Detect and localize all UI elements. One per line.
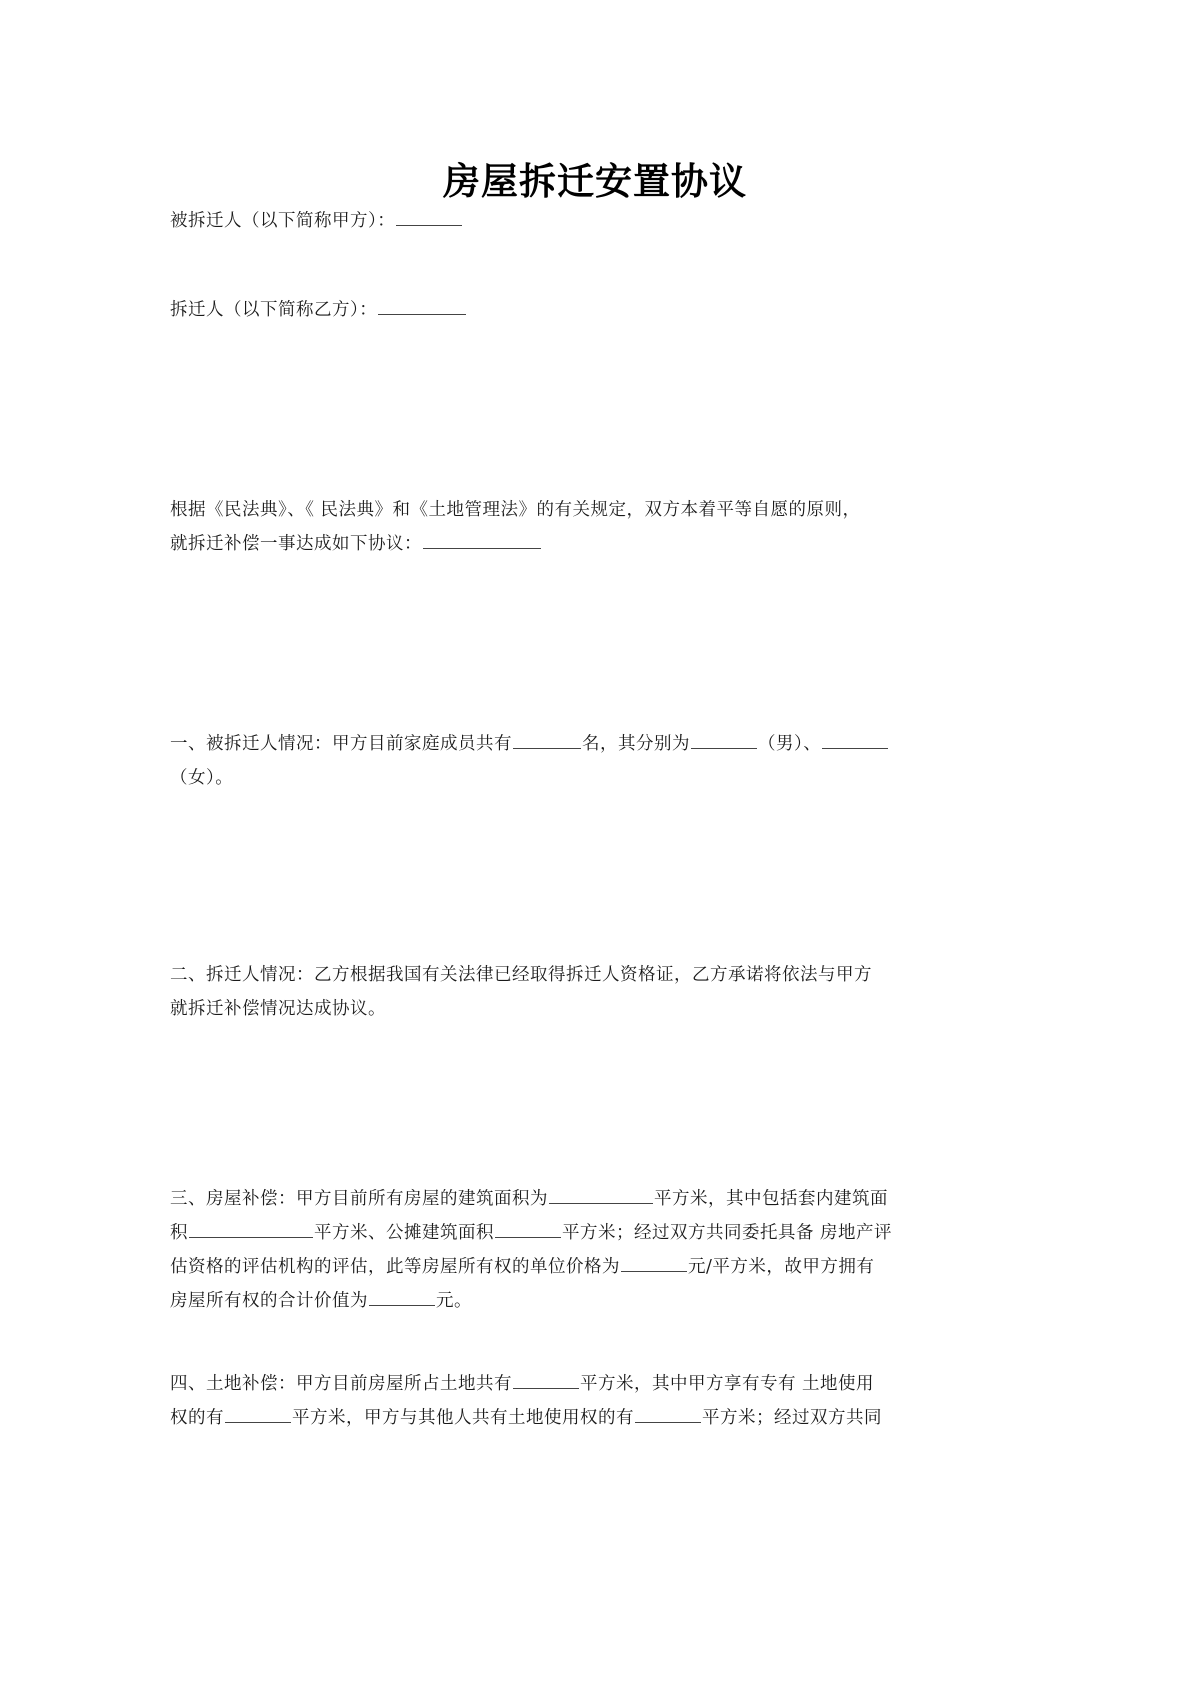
exclusive-land-blank[interactable] — [225, 1421, 291, 1423]
section-3-text-5: 平方米；经过双方共同委托具备 房地产评 — [562, 1223, 893, 1243]
section-4-text-3: 权的有 — [170, 1408, 224, 1428]
shared-land-blank[interactable] — [635, 1421, 701, 1423]
inner-area-blank[interactable] — [189, 1236, 313, 1238]
preamble-line-2-text: 就拆迁补偿一事达成如下协议： — [170, 534, 422, 554]
section-1-text-2: 名，其分别为 — [582, 734, 690, 754]
section-3-line-2 — [170, 1216, 950, 1250]
section-4-line-1 — [170, 1367, 950, 1401]
preamble-blank[interactable] — [423, 547, 541, 549]
land-total-blank[interactable] — [513, 1387, 579, 1389]
section-3-text-4: 平方米、公摊建筑面积 — [314, 1223, 494, 1243]
party-a-label: 被拆迁人（以下简称甲方）： — [170, 211, 396, 231]
party-b-blank[interactable] — [378, 313, 466, 315]
section-2-line-2: 就拆迁补偿情况达成协议。 — [170, 999, 386, 1019]
section-4 — [170, 1367, 950, 1435]
section-3 — [170, 1182, 950, 1318]
section-4-text-2: 平方米，其中甲方享有专有 土地使用 — [580, 1374, 875, 1394]
preamble-line-1: 根据《民法典》、《 民法典》和《土地管理法》的有关规定，双方本着平等自愿的原则， — [170, 500, 861, 520]
document-title: 房屋拆迁安置协议 — [443, 160, 747, 203]
preamble-line-2 — [170, 527, 950, 561]
section-3-text-1: 三、房屋补偿：甲方目前所有房屋的建筑面积为 — [170, 1189, 548, 1209]
shared-area-blank[interactable] — [495, 1236, 561, 1238]
party-a-line — [170, 204, 950, 238]
total-value-blank[interactable] — [369, 1304, 435, 1306]
party-b-line — [170, 293, 950, 327]
section-4-text-1: 四、土地补偿：甲方目前房屋所占土地共有 — [170, 1374, 512, 1394]
section-3-line-1 — [170, 1182, 950, 1216]
section-1-text-4: （女）。 — [170, 768, 234, 788]
party-a-blank[interactable] — [396, 224, 462, 226]
section-1-text-1: 一、被拆迁人情况：甲方目前家庭成员共有 — [170, 734, 512, 754]
section-3-text-3: 积 — [170, 1223, 188, 1243]
section-2-line-1: 二、拆迁人情况：乙方根据我国有关法律已经取得拆迁人资格证，乙方承诺将依法与甲方 — [170, 965, 872, 985]
preamble — [170, 493, 950, 561]
section-4-line-2 — [170, 1401, 950, 1435]
party-b-label: 拆迁人（以下简称乙方）： — [170, 300, 378, 320]
section-3-text-6: 估资格的评估机构的评估，此等房屋所有权的单位价格为 — [170, 1257, 620, 1277]
section-3-text-7: 元/平方米，故甲方拥有 — [688, 1257, 875, 1277]
section-3-text-8: 房屋所有权的合计价值为 — [170, 1291, 368, 1311]
section-3-text-9: 元。 — [436, 1291, 472, 1311]
building-area-blank[interactable] — [549, 1202, 653, 1204]
unit-price-blank[interactable] — [621, 1270, 687, 1272]
section-3-line-4 — [170, 1284, 950, 1318]
section-1 — [170, 727, 950, 795]
section-1-text-3: （男）、 — [758, 734, 822, 754]
male-blank[interactable] — [691, 747, 757, 749]
female-blank[interactable] — [822, 747, 888, 749]
section-4-text-4: 平方米，甲方与其他人共有土地使用权的有 — [292, 1408, 634, 1428]
section-3-text-2: 平方米，其中包括套内建筑面 — [654, 1189, 888, 1209]
section-2 — [170, 958, 950, 1026]
section-4-text-5: 平方米；经过双方共同 — [702, 1408, 882, 1428]
section-3-line-3 — [170, 1250, 950, 1284]
family-count-blank[interactable] — [513, 747, 581, 749]
